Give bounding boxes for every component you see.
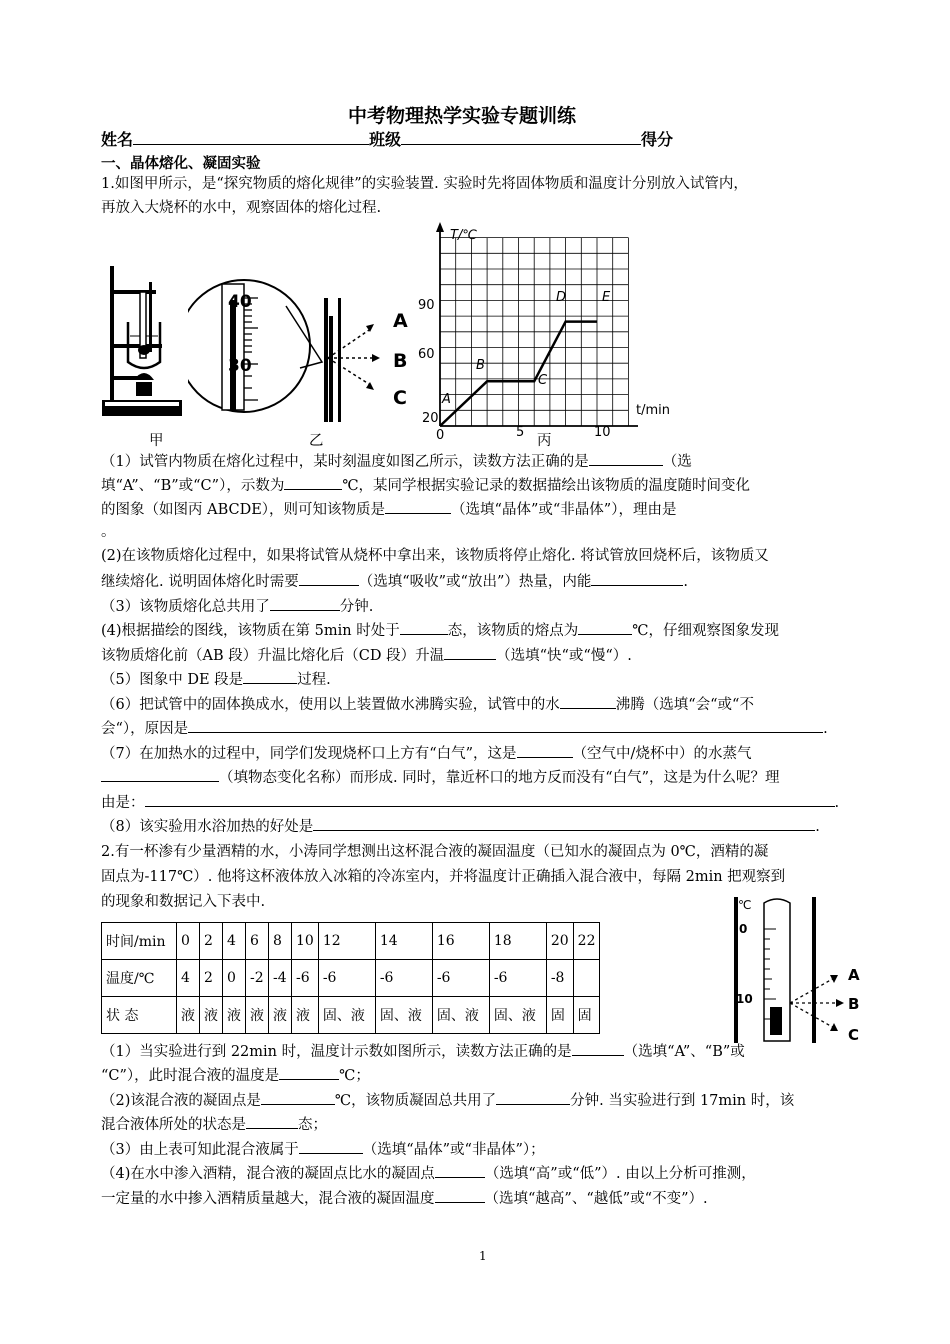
table-row-time xyxy=(102,923,600,960)
graph-point-a: A xyxy=(442,392,451,407)
blank-phase-change[interactable] xyxy=(101,767,219,782)
figure-yi-thermometer xyxy=(188,276,413,426)
table-cell: 0 xyxy=(177,923,200,960)
blank-no-white-gas-reason[interactable] xyxy=(145,792,835,807)
q1-part6-line1: （6）把试管中的固体换成水，使用以上装置做水沸腾实验，试管中的水 沸腾（选填“会“或“不 xyxy=(101,694,754,714)
blank-freezing-minutes[interactable] xyxy=(496,1090,570,1105)
table-cell: 固 xyxy=(546,997,573,1034)
graph-point-e: E xyxy=(602,290,611,305)
blank-q2-reading-method[interactable] xyxy=(572,1041,624,1056)
table-cell: 液 xyxy=(177,997,200,1034)
table-cell: -8 xyxy=(546,960,573,997)
table-cell: 16 xyxy=(432,923,489,960)
table-cell: 固、液 xyxy=(318,997,375,1034)
q2-part2-line2: 混合液体所处的状态是 态； xyxy=(101,1114,327,1134)
therm-tick-10: 10 xyxy=(736,992,753,1006)
table-cell: 18 xyxy=(489,923,546,960)
table-cell: 6 xyxy=(246,923,269,960)
table-cell: 温度/℃ xyxy=(102,960,177,997)
table-cell: -4 xyxy=(269,960,292,997)
q2-intro-line1: 2.有一杯渗有少量酒精的水，小涛同学想测出这杯混合液的凝固温度（已知水的凝固点为 0℃，酒精的凝 xyxy=(101,844,769,860)
graph-y-tick-60: 60 xyxy=(418,347,435,362)
graph-x-tick-0: 0 xyxy=(436,428,445,443)
graph-y-tick-90: 90 xyxy=(418,298,435,313)
q1-part4-line1: (4)根据描绘的图线，该物质在第 5min 时处于 态，该物质的熔点为 ℃，仔细观察图象发现 xyxy=(101,620,779,640)
table-cell: 液 xyxy=(200,997,223,1034)
q1-part5: （5）图象中 DE 段是 过程. xyxy=(101,669,331,689)
blank-boil-reason[interactable] xyxy=(188,718,823,733)
q1-part3: （3）该物质熔化总共用了 分钟. xyxy=(101,596,373,616)
table-row-state xyxy=(102,997,600,1034)
blank-crystal-type[interactable] xyxy=(385,499,451,514)
table-cell: 液 xyxy=(269,997,292,1034)
q1-part2-line2: 继续熔化. 说明固体熔化时需要 （选填“吸收”或“放出”）热量，内能 . xyxy=(101,571,688,591)
q1-part1-line1: （1）试管内物质在熔化过程中，某时刻温度如图乙所示，读数方法正确的是 （选 xyxy=(101,451,692,471)
blank-higher-lower[interactable] xyxy=(435,1163,485,1178)
table-cell: -6 xyxy=(292,960,319,997)
table-cell: 固、液 xyxy=(375,997,432,1034)
q1-part7-line3: 由是： . xyxy=(101,792,839,812)
therm-option-a: A xyxy=(848,966,860,984)
blank-de-process[interactable] xyxy=(243,669,297,684)
table-cell: 14 xyxy=(375,923,432,960)
table-cell: 固 xyxy=(573,997,600,1034)
table-cell: 液 xyxy=(292,997,319,1034)
blank-state-5min[interactable] xyxy=(400,620,448,635)
figure-jia-apparatus xyxy=(100,262,190,422)
graph-x-tick-10: 10 xyxy=(594,425,611,440)
blank-heat-direction[interactable] xyxy=(299,571,359,586)
graph-x-tick-5: 5 xyxy=(516,425,525,440)
blank-mixture-type[interactable] xyxy=(299,1139,363,1154)
table-cell: 2 xyxy=(200,960,223,997)
table-cell: 状 态 xyxy=(102,997,177,1034)
class-label: 班级 xyxy=(369,130,402,149)
score-label: 得分 xyxy=(641,130,674,149)
therm-tick-0: 0 xyxy=(739,922,748,936)
table-cell: -6 xyxy=(489,960,546,997)
q2-part3: （3）由上表可知此混合液属于 （选填“晶体”或“非晶体”）； xyxy=(101,1139,545,1159)
table-cell: 4 xyxy=(223,923,246,960)
table-cell: 液 xyxy=(223,997,246,1034)
y-axis-arrow xyxy=(436,222,444,232)
graph-point-c: C xyxy=(538,373,548,388)
scale-label-40: 40 xyxy=(228,292,252,312)
q2-part4-line2: 一定量的水中掺入酒精质量越大，混合液的凝固温度 （选填“越高”、“越低”或“不变”）. xyxy=(101,1188,708,1208)
table-cell: 0 xyxy=(223,960,246,997)
q2-intro-line2: 固点为-117℃）. 他将这杯液体放入冰箱的冷冻室内，并将温度计正确插入混合液中，每隔 2min 把观察到 xyxy=(101,869,786,885)
class-field[interactable] xyxy=(401,130,641,145)
blank-reading-method[interactable] xyxy=(589,451,663,466)
table-cell: 8 xyxy=(269,923,292,960)
graph-point-d: D xyxy=(556,290,567,305)
table-cell xyxy=(573,960,600,997)
table-cell: -6 xyxy=(318,960,375,997)
reading-option-a: A xyxy=(393,310,408,332)
scale-label-30: 30 xyxy=(228,356,252,376)
section-heading-1: 一、晶体熔化、凝固实验 xyxy=(101,156,261,172)
q1-part7-line2: （填物态变化名称）而形成. 同时，靠近杯口的地方反而没有“白气”，这是为什么呢？理 xyxy=(101,767,780,787)
therm-option-c: C xyxy=(848,1026,860,1044)
q2-intro-line3: 的现象和数据记入下表中. xyxy=(101,894,266,910)
page-title: 中考物理热学实验专题训练 xyxy=(348,105,577,127)
blank-q2-temperature[interactable] xyxy=(279,1065,339,1080)
blank-freezing-point[interactable] xyxy=(261,1090,335,1105)
q1-part6-line2: 会“），原因是 . xyxy=(101,718,828,738)
student-info-line xyxy=(101,127,673,150)
graph-y-tick-20: 20 xyxy=(422,411,439,426)
therm-option-b: B xyxy=(848,995,860,1013)
table-cell: -6 xyxy=(432,960,489,997)
blank-water-bath-benefit[interactable] xyxy=(313,816,815,831)
graph-point-b: B xyxy=(476,358,485,373)
reading-option-c: C xyxy=(393,387,407,409)
table-cell: 液 xyxy=(246,997,269,1034)
q1-part2-line1: (2)在该物质熔化过程中，如果将试管从烧杯中拿出来，该物质将停止熔化. 将试管放回烧杯后，该物质又 xyxy=(101,548,769,564)
blank-heating-rate[interactable] xyxy=(444,645,496,660)
table-cell: 时间/min xyxy=(102,923,177,960)
q1-part1-line4: 。 xyxy=(101,524,116,540)
blank-internal-energy[interactable] xyxy=(591,571,683,586)
figure-bing-caption: 丙 xyxy=(537,433,552,449)
freezing-data-table xyxy=(101,922,600,1034)
blank-reading-value[interactable] xyxy=(284,475,342,490)
q1-part4-line2: 该物质熔化前（AB 段）升温比熔化后（CD 段）升温 （选填“快“或“慢“）. xyxy=(101,645,632,665)
graph-y-axis-label: T/℃ xyxy=(450,228,477,243)
page-number: 1 xyxy=(479,1249,487,1263)
figure-yi-caption: 乙 xyxy=(309,433,324,449)
q1-intro-line1: 1.如图甲所示，是“探究物质的熔化规律”的实验装置. 实验时先将固体物质和温度计分别放入试管内， xyxy=(101,176,748,192)
table-cell: 10 xyxy=(292,923,319,960)
table-cell: -2 xyxy=(246,960,269,997)
blank-state-17min[interactable] xyxy=(246,1114,298,1129)
graph-x-axis-label: t/min xyxy=(636,403,670,418)
table-cell: -6 xyxy=(375,960,432,997)
q1-part1-line2: 填“A”、“B”或“C”），示数为 ℃，某同学根据实验记录的数据描绘出该物质的温度随时间变化 xyxy=(101,475,750,495)
q2-part1-line1: （1）当实验进行到 22min 时，温度计示数如图所示，读数方法正确的是 （选填“A”、“B”或 xyxy=(101,1041,745,1061)
blank-will-boil[interactable] xyxy=(560,694,616,709)
blank-melting-minutes[interactable] xyxy=(270,596,340,611)
therm-unit-label: ℃ xyxy=(738,898,752,912)
table-cell: 固、液 xyxy=(489,997,546,1034)
figure-jia-caption: 甲 xyxy=(149,433,164,449)
q1-part8: （8）该实验用水浴加热的好处是 . xyxy=(101,816,820,836)
q1-intro-line2: 再放入大烧杯的水中，观察固体的熔化过程. xyxy=(101,200,382,216)
q1-part1-line3: 的图象（如图丙 ABCDE），则可知该物质是 （选填“晶体”或“非晶体”），理由是 xyxy=(101,499,676,519)
table-cell: 2 xyxy=(200,923,223,960)
q1-part7-line1: （7）在加热水的过程中，同学们发现烧杯口上方有“白气”，这是 （空气中/烧杯中）的水蒸气 xyxy=(101,743,751,763)
q2-part4-line1: （4)在水中渗入酒精，混合液的凝固点比水的凝固点 （选填“高”或“低”）. 由以上分析可推测， xyxy=(101,1163,756,1183)
blank-melting-point[interactable] xyxy=(578,620,632,635)
q2-part2-line1: （2)该混合液的凝固点是 ℃，该物质凝固总共用了 分钟. 当实验进行到 17min 时，该 xyxy=(101,1090,794,1110)
name-field[interactable] xyxy=(133,130,369,145)
q2-thermometer-figure xyxy=(732,895,862,1045)
blank-trend[interactable] xyxy=(435,1188,485,1203)
name-label: 姓名 xyxy=(101,130,134,149)
q2-part1-line2: “C”），此时混合液的温度是 ℃； xyxy=(101,1065,370,1085)
table-cell: 22 xyxy=(573,923,600,960)
table-cell: 12 xyxy=(318,923,375,960)
reading-option-b: B xyxy=(393,350,408,372)
table-cell: 固、液 xyxy=(432,997,489,1034)
blank-vapor-source[interactable] xyxy=(517,743,573,758)
table-cell: 4 xyxy=(177,960,200,997)
table-cell: 20 xyxy=(546,923,573,960)
table-row-temperature xyxy=(102,960,600,997)
